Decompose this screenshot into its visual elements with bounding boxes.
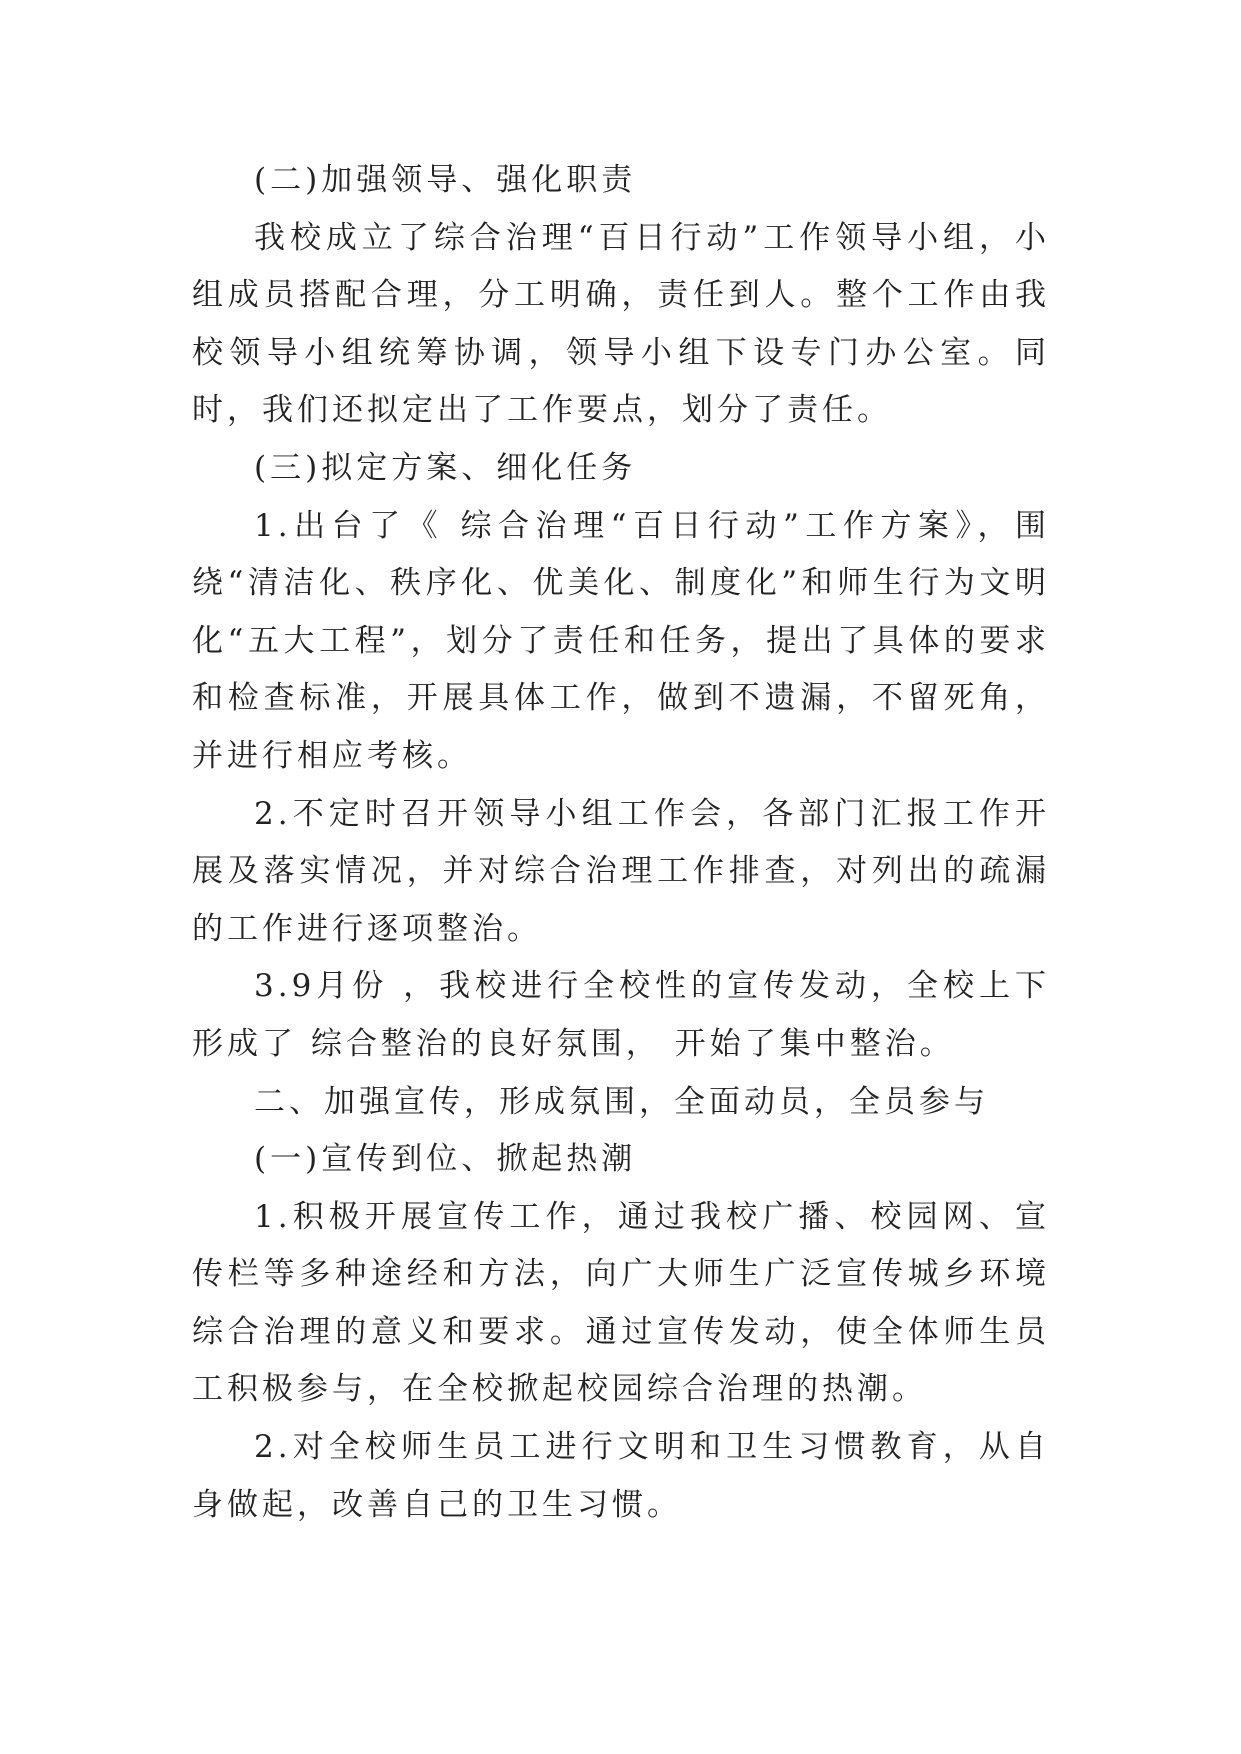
paragraph-item-2-meeting: 2.不定时召开领导小组工作会，各部门汇报工作开展及落实情况，并对综合治理工作排查，对列出的疏漏的工作进行逐项整治。 <box>192 795 1050 947</box>
paragraph-item-2-hygiene: 2.对全校师生员工进行文明和卫生习惯教育，从自身做起，改善自己的卫生习惯。 <box>192 1429 1050 1523</box>
section-heading-2-3: (三)拟定方案、细化任务 <box>254 449 637 486</box>
section-heading-2: 二、加强宣传，形成氛围，全面动员，全员参与 <box>254 1083 989 1120</box>
document-body <box>192 152 1050 1534</box>
section-heading-2-2: (二)加强领导、强化职责 <box>254 162 637 198</box>
paragraph-item-3-september: 3.9月份 ，我校进行全校性的宣传发动，全校上下形成了 综合整治的良好氛围， 开始了集中整治。 <box>192 968 1050 1062</box>
section-heading-2-1: (一)宣传到位、掀起热潮 <box>254 1141 637 1178</box>
paragraph-leadership-group: 我校成立了综合治理“百日行动”工作领导小组，小组成员搭配合理，分工明确，责任到人。整个工作由我校领导小组统筹协调，领导小组下设专门办公室。同时，我们还拟定出了工作要点，划分了责任。 <box>192 219 1050 429</box>
paragraph-item-1-plan: 1.出台了《 综合治理“百日行动”工作方案》，围绕“清洁化、秩序化、优美化、制度化”和师生行为文明化“五大工程”，划分了责任和任务，提出了具体的要求和检查标准，开展具体工作，做到不遗漏，不留死角，并进行相应考核。 <box>192 507 1050 774</box>
paragraph-item-1-publicity: 1.积极开展宣传工作，通过我校广播、校园网、宣传栏等多种途经和方法，向广大师生广泛宣传城乡环境综合治理的意义和要求。通过宣传发动，使全体师生员工积极参与，在全校掀起校园综合治理的热潮。 <box>192 1198 1050 1408</box>
